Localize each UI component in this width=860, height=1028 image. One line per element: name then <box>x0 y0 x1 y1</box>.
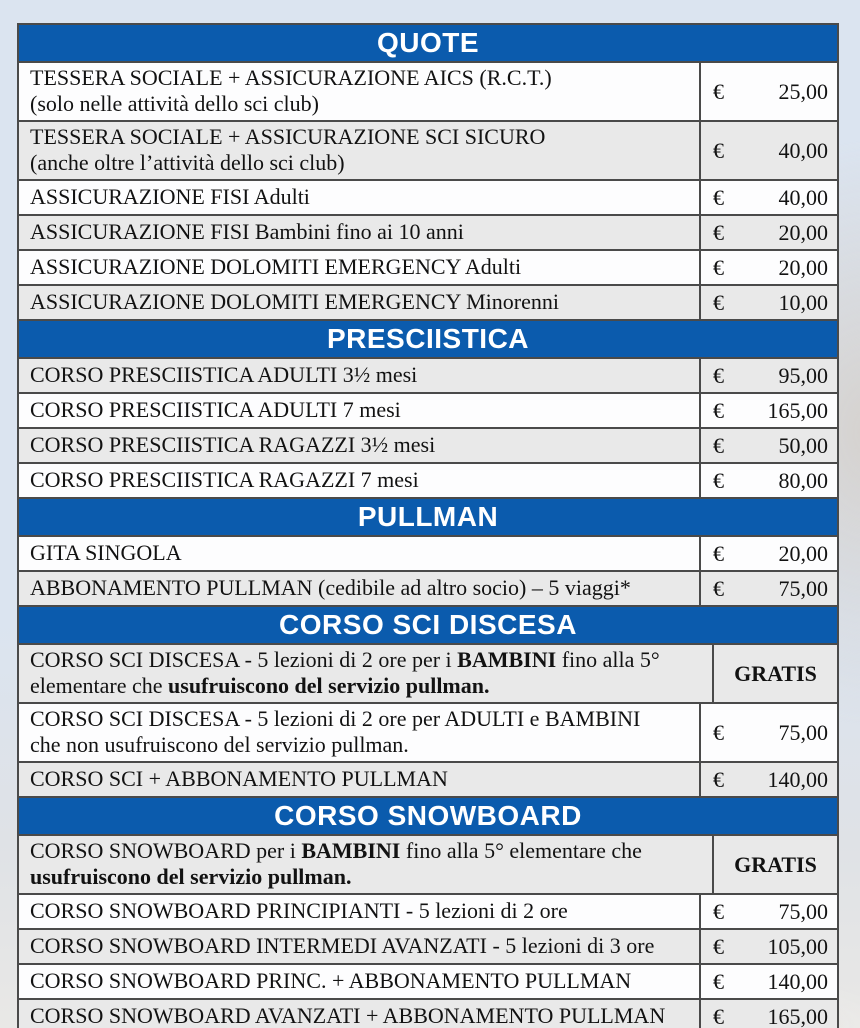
row-description-line: ASSICURAZIONE FISI Adulti <box>30 184 310 209</box>
price-row <box>19 998 837 1028</box>
euro-symbol: € <box>713 719 724 745</box>
price-row <box>19 427 837 462</box>
price-amount: 95,00 <box>778 362 828 388</box>
price-amount: 20,00 <box>778 540 828 566</box>
euro-symbol: € <box>713 432 724 458</box>
price-row <box>19 284 837 319</box>
row-description-line: GITA SINGOLA <box>30 540 182 565</box>
row-description <box>19 836 712 893</box>
row-description-line: elementare che usufruiscono del servizio pullman. <box>30 673 490 698</box>
price-free-label: GRATIS <box>712 645 837 702</box>
price-amount: 165,00 <box>767 1003 828 1028</box>
row-description <box>19 286 699 319</box>
price-amount: 140,00 <box>767 766 828 792</box>
price-row <box>19 249 837 284</box>
section-header-pullman <box>19 497 837 535</box>
row-description-line: ASSICURAZIONE DOLOMITI EMERGENCY Minorenni <box>30 289 559 314</box>
euro-symbol: € <box>713 575 724 601</box>
price-cell <box>699 359 837 392</box>
row-description <box>19 965 699 998</box>
row-description-line: CORSO PRESCIISTICA RAGAZZI 7 mesi <box>30 467 419 492</box>
row-description <box>19 930 699 963</box>
price-row <box>19 179 837 214</box>
price-row <box>19 643 837 702</box>
section-header-quote <box>19 25 837 61</box>
price-row <box>19 120 837 179</box>
price-row <box>19 357 837 392</box>
row-description-line: CORSO SNOWBOARD INTERMEDI AVANZATI - 5 lezioni di 3 ore <box>30 933 655 958</box>
row-description-line: (anche oltre l’attività dello sci club) <box>30 150 345 175</box>
row-description <box>19 645 712 702</box>
price-row <box>19 893 837 928</box>
price-row <box>19 928 837 963</box>
euro-symbol: € <box>713 397 724 423</box>
price-cell <box>699 216 837 249</box>
price-row <box>19 392 837 427</box>
euro-symbol: € <box>713 137 724 163</box>
section-title: CORSO SNOWBOARD <box>274 800 582 831</box>
price-amount: 80,00 <box>778 467 828 493</box>
price-amount: 105,00 <box>767 933 828 959</box>
row-description-line: ABBONAMENTO PULLMAN (cedibile ad altro socio) – 5 viaggi* <box>30 575 631 600</box>
price-amount: 165,00 <box>767 397 828 423</box>
price-cell <box>699 63 837 120</box>
euro-symbol: € <box>713 254 724 280</box>
row-description-line: CORSO SNOWBOARD PRINCIPIANTI - 5 lezioni di 2 ore <box>30 898 568 923</box>
section-header-corso-snowboard <box>19 796 837 834</box>
price-amount: 75,00 <box>778 898 828 924</box>
price-row <box>19 462 837 497</box>
row-description <box>19 763 699 796</box>
price-cell <box>699 763 837 796</box>
row-description-line: (solo nelle attività dello sci club) <box>30 91 319 116</box>
section-header-corso-sci-discesa <box>19 605 837 643</box>
row-description-line: che non usufruiscono del servizio pullman. <box>30 732 409 757</box>
price-row <box>19 214 837 249</box>
price-amount: 10,00 <box>778 289 828 315</box>
row-description-line: TESSERA SOCIALE + ASSICURAZIONE SCI SICURO <box>30 124 546 149</box>
euro-symbol: € <box>713 898 724 924</box>
price-cell <box>699 122 837 179</box>
price-cell <box>699 537 837 570</box>
row-description-line: CORSO SCI + ABBONAMENTO PULLMAN <box>30 766 448 791</box>
row-description-line: usufruiscono del servizio pullman. <box>30 864 352 889</box>
row-description <box>19 429 699 462</box>
section-title: CORSO SCI DISCESA <box>279 609 577 640</box>
price-amount: 20,00 <box>778 219 828 245</box>
price-row <box>19 61 837 120</box>
price-cell <box>699 394 837 427</box>
row-description <box>19 1000 699 1028</box>
row-description-line: TESSERA SOCIALE + ASSICURAZIONE AICS (R.C.T.) <box>30 65 552 90</box>
price-row <box>19 570 837 605</box>
price-row <box>19 834 837 893</box>
section-title: QUOTE <box>376 27 480 58</box>
row-description-line: CORSO SNOWBOARD AVANZATI + ABBONAMENTO PULLMAN <box>30 1003 666 1028</box>
row-description <box>19 464 699 497</box>
price-row <box>19 702 837 761</box>
euro-symbol: € <box>713 968 724 994</box>
price-amount: 75,00 <box>778 719 828 745</box>
row-description-line: CORSO PRESCIISTICA ADULTI 7 mesi <box>30 397 401 422</box>
euro-symbol: € <box>713 540 724 566</box>
price-row <box>19 535 837 570</box>
section-title: PULLMAN <box>357 501 499 532</box>
price-cell <box>699 930 837 963</box>
price-cell <box>699 429 837 462</box>
price-row <box>19 963 837 998</box>
row-description <box>19 704 699 761</box>
row-description <box>19 216 699 249</box>
row-description-line: CORSO SNOWBOARD PRINC. + ABBONAMENTO PULLMAN <box>30 968 632 993</box>
row-description-line: CORSO SCI DISCESA - 5 lezioni di 2 ore per i BAMBINI fino alla 5° <box>30 647 660 672</box>
price-cell <box>699 1000 837 1028</box>
euro-symbol: € <box>713 219 724 245</box>
price-cell <box>699 464 837 497</box>
price-cell <box>699 572 837 605</box>
row-description <box>19 251 699 284</box>
euro-symbol: € <box>713 362 724 388</box>
row-description <box>19 572 699 605</box>
euro-symbol: € <box>713 184 724 210</box>
row-description <box>19 181 699 214</box>
euro-symbol: € <box>713 467 724 493</box>
section-title: PRESCIISTICA <box>326 323 530 354</box>
price-amount: 140,00 <box>767 968 828 994</box>
price-cell <box>699 895 837 928</box>
euro-symbol: € <box>713 933 724 959</box>
price-cell <box>699 181 837 214</box>
euro-symbol: € <box>713 1003 724 1028</box>
row-description <box>19 394 699 427</box>
price-cell <box>699 286 837 319</box>
price-cell <box>699 704 837 761</box>
row-description <box>19 895 699 928</box>
price-amount: 50,00 <box>778 432 828 458</box>
price-amount: 40,00 <box>778 137 828 163</box>
price-amount: 20,00 <box>778 254 828 280</box>
price-cell <box>699 251 837 284</box>
row-description <box>19 122 699 179</box>
euro-symbol: € <box>713 289 724 315</box>
euro-symbol: € <box>713 78 724 104</box>
price-amount: 75,00 <box>778 575 828 601</box>
row-description-line: CORSO SCI DISCESA - 5 lezioni di 2 ore per ADULTI e BAMBINI <box>30 706 641 731</box>
price-row <box>19 761 837 796</box>
price-table <box>17 23 839 1028</box>
row-description <box>19 537 699 570</box>
price-cell <box>699 965 837 998</box>
row-description-line: CORSO SNOWBOARD per i BAMBINI fino alla 5° elementare che <box>30 838 642 863</box>
row-description <box>19 63 699 120</box>
euro-symbol: € <box>713 766 724 792</box>
row-description-line: CORSO PRESCIISTICA ADULTI 3½ mesi <box>30 362 418 387</box>
section-header-presciistica <box>19 319 837 357</box>
row-description-line: CORSO PRESCIISTICA RAGAZZI 3½ mesi <box>30 432 436 457</box>
price-free-label: GRATIS <box>712 836 837 893</box>
price-amount: 40,00 <box>778 184 828 210</box>
row-description-line: ASSICURAZIONE FISI Bambini fino ai 10 anni <box>30 219 464 244</box>
row-description-line: ASSICURAZIONE DOLOMITI EMERGENCY Adulti <box>30 254 522 279</box>
price-amount: 25,00 <box>778 78 828 104</box>
row-description <box>19 359 699 392</box>
